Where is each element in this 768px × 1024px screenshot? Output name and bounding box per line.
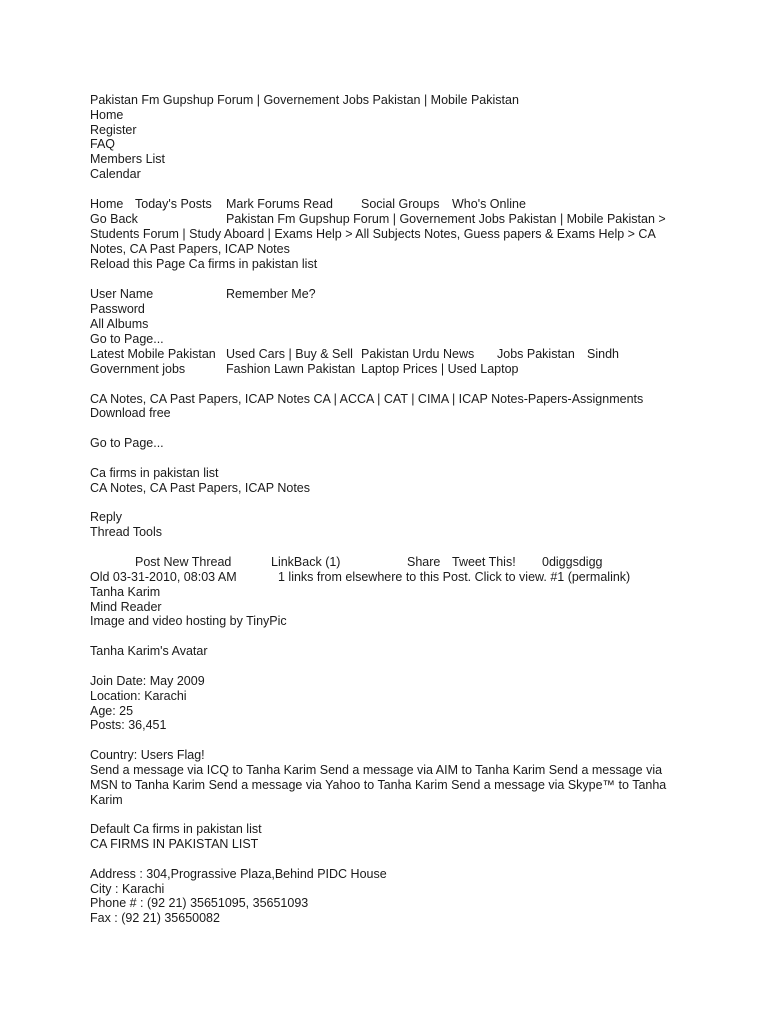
navbar-home-link[interactable]: Home — [90, 197, 124, 211]
author-avatar: Tanha Karim's Avatar — [90, 644, 208, 658]
author-title: Mind Reader — [90, 600, 162, 614]
reply-button[interactable]: Reply — [90, 510, 122, 524]
nav-home-link[interactable]: Home — [90, 108, 124, 122]
all-albums-link[interactable]: All Albums — [90, 317, 149, 331]
password-label: Password — [90, 302, 145, 316]
breadcrumb-line-3[interactable]: Notes, CA Past Papers, ICAP Notes — [90, 242, 290, 256]
author-posts: Posts: 36,451 — [90, 718, 167, 732]
nav-calendar-link[interactable]: Calendar — [90, 167, 141, 181]
link-laptop-prices[interactable]: Laptop Prices | Used Laptop — [361, 362, 519, 376]
post-address: Address : 304,Prograssive Plaza,Behind PIDC House — [90, 867, 387, 881]
send-message-links-line-3[interactable]: Karim — [90, 793, 123, 807]
author-location: Location: Karachi — [90, 689, 187, 703]
forum-description-line-1: CA Notes, CA Past Papers, ICAP Notes CA | ACCA | CAT | CIMA | ICAP Notes-Papers-Assignments — [90, 392, 644, 406]
post-subheading: CA FIRMS IN PAKISTAN LIST — [90, 837, 259, 851]
author-name-link[interactable]: Tanha Karim — [90, 585, 161, 599]
nav-register-link[interactable]: Register — [90, 123, 137, 137]
go-to-page-link-2[interactable]: Go to Page... — [90, 436, 164, 450]
remember-me-checkbox-label[interactable]: Remember Me? — [226, 287, 316, 301]
user-name-label: User Name — [90, 287, 154, 301]
post-phone: Phone # : (92 21) 35651095, 35651093 — [90, 896, 309, 910]
link-government-jobs[interactable]: Government jobs — [90, 362, 186, 376]
link-used-cars[interactable]: Used Cars | Buy & Sell — [226, 347, 353, 361]
send-message-links-line-2[interactable]: MSN to Tanha Karim Send a message via Yahoo to Tanha Karim Send a message via Skype™ to Tanha — [90, 778, 667, 792]
breadcrumb-line-2[interactable]: Students Forum | Study Aboard | Exams Help > All Subjects Notes, Guess papers & Exams Help > CA — [90, 227, 656, 241]
navbar-social-groups-link[interactable]: Social Groups — [361, 197, 440, 211]
nav-members-list-link[interactable]: Members List — [90, 152, 166, 166]
tweet-this-button[interactable]: Tweet This! — [452, 555, 516, 569]
post-heading: Default Ca firms in pakistan list — [90, 822, 262, 836]
share-button[interactable]: Share — [407, 555, 441, 569]
forum-name-link[interactable]: CA Notes, CA Past Papers, ICAP Notes — [90, 481, 311, 495]
author-join-date: Join Date: May 2009 — [90, 674, 205, 688]
image-hosting-link[interactable]: Image and video hosting by TinyPic — [90, 614, 287, 628]
nav-faq-link[interactable]: FAQ — [90, 137, 116, 151]
navbar-todays-posts-link[interactable]: Today's Posts — [135, 197, 212, 211]
post-links-info[interactable]: 1 links from elsewhere to this Post. Click to view. #1 (permalink) — [278, 570, 631, 584]
link-jobs-pakistan[interactable]: Jobs Pakistan — [497, 347, 575, 361]
thread-tools-button[interactable]: Thread Tools — [90, 525, 163, 539]
post-city: City : Karachi — [90, 882, 165, 896]
link-pakistan-urdu-news[interactable]: Pakistan Urdu News — [361, 347, 475, 361]
forum-description-line-2: Download free — [90, 406, 171, 420]
send-message-links-line-1[interactable]: Send a message via ICQ to Tanha Karim Send a message via AIM to Tanha Karim Send a message via — [90, 763, 663, 777]
breadcrumb-line-1[interactable]: Pakistan Fm Gupshup Forum | Governement Jobs Pakistan | Mobile Pakistan > — [226, 212, 666, 226]
thread-title: Ca firms in pakistan list — [90, 466, 219, 480]
post-date: Old 03-31-2010, 08:03 AM — [90, 570, 237, 584]
author-age: Age: 25 — [90, 704, 134, 718]
digg-button[interactable]: 0diggsdigg — [542, 555, 603, 569]
reload-page-link[interactable]: Reload this Page Ca firms in pakistan list — [90, 257, 318, 271]
link-fashion-lawn-pakistan[interactable]: Fashion Lawn Pakistan — [226, 362, 356, 376]
navbar-whos-online-link[interactable]: Who's Online — [452, 197, 526, 211]
site-title[interactable]: Pakistan Fm Gupshup Forum | Governement Jobs Pakistan | Mobile Pakistan — [90, 93, 519, 107]
link-latest-mobile-pakistan[interactable]: Latest Mobile Pakistan — [90, 347, 216, 361]
author-country: Country: Users Flag! — [90, 748, 205, 762]
go-back-link[interactable]: Go Back — [90, 212, 138, 226]
link-sindh[interactable]: Sindh — [587, 347, 619, 361]
go-to-page-link[interactable]: Go to Page... — [90, 332, 164, 346]
linkback-link[interactable]: LinkBack (1) — [271, 555, 341, 569]
post-fax: Fax : (92 21) 35650082 — [90, 911, 220, 925]
post-new-thread-button[interactable]: Post New Thread — [135, 555, 232, 569]
navbar-mark-forums-read-link[interactable]: Mark Forums Read — [226, 197, 333, 211]
